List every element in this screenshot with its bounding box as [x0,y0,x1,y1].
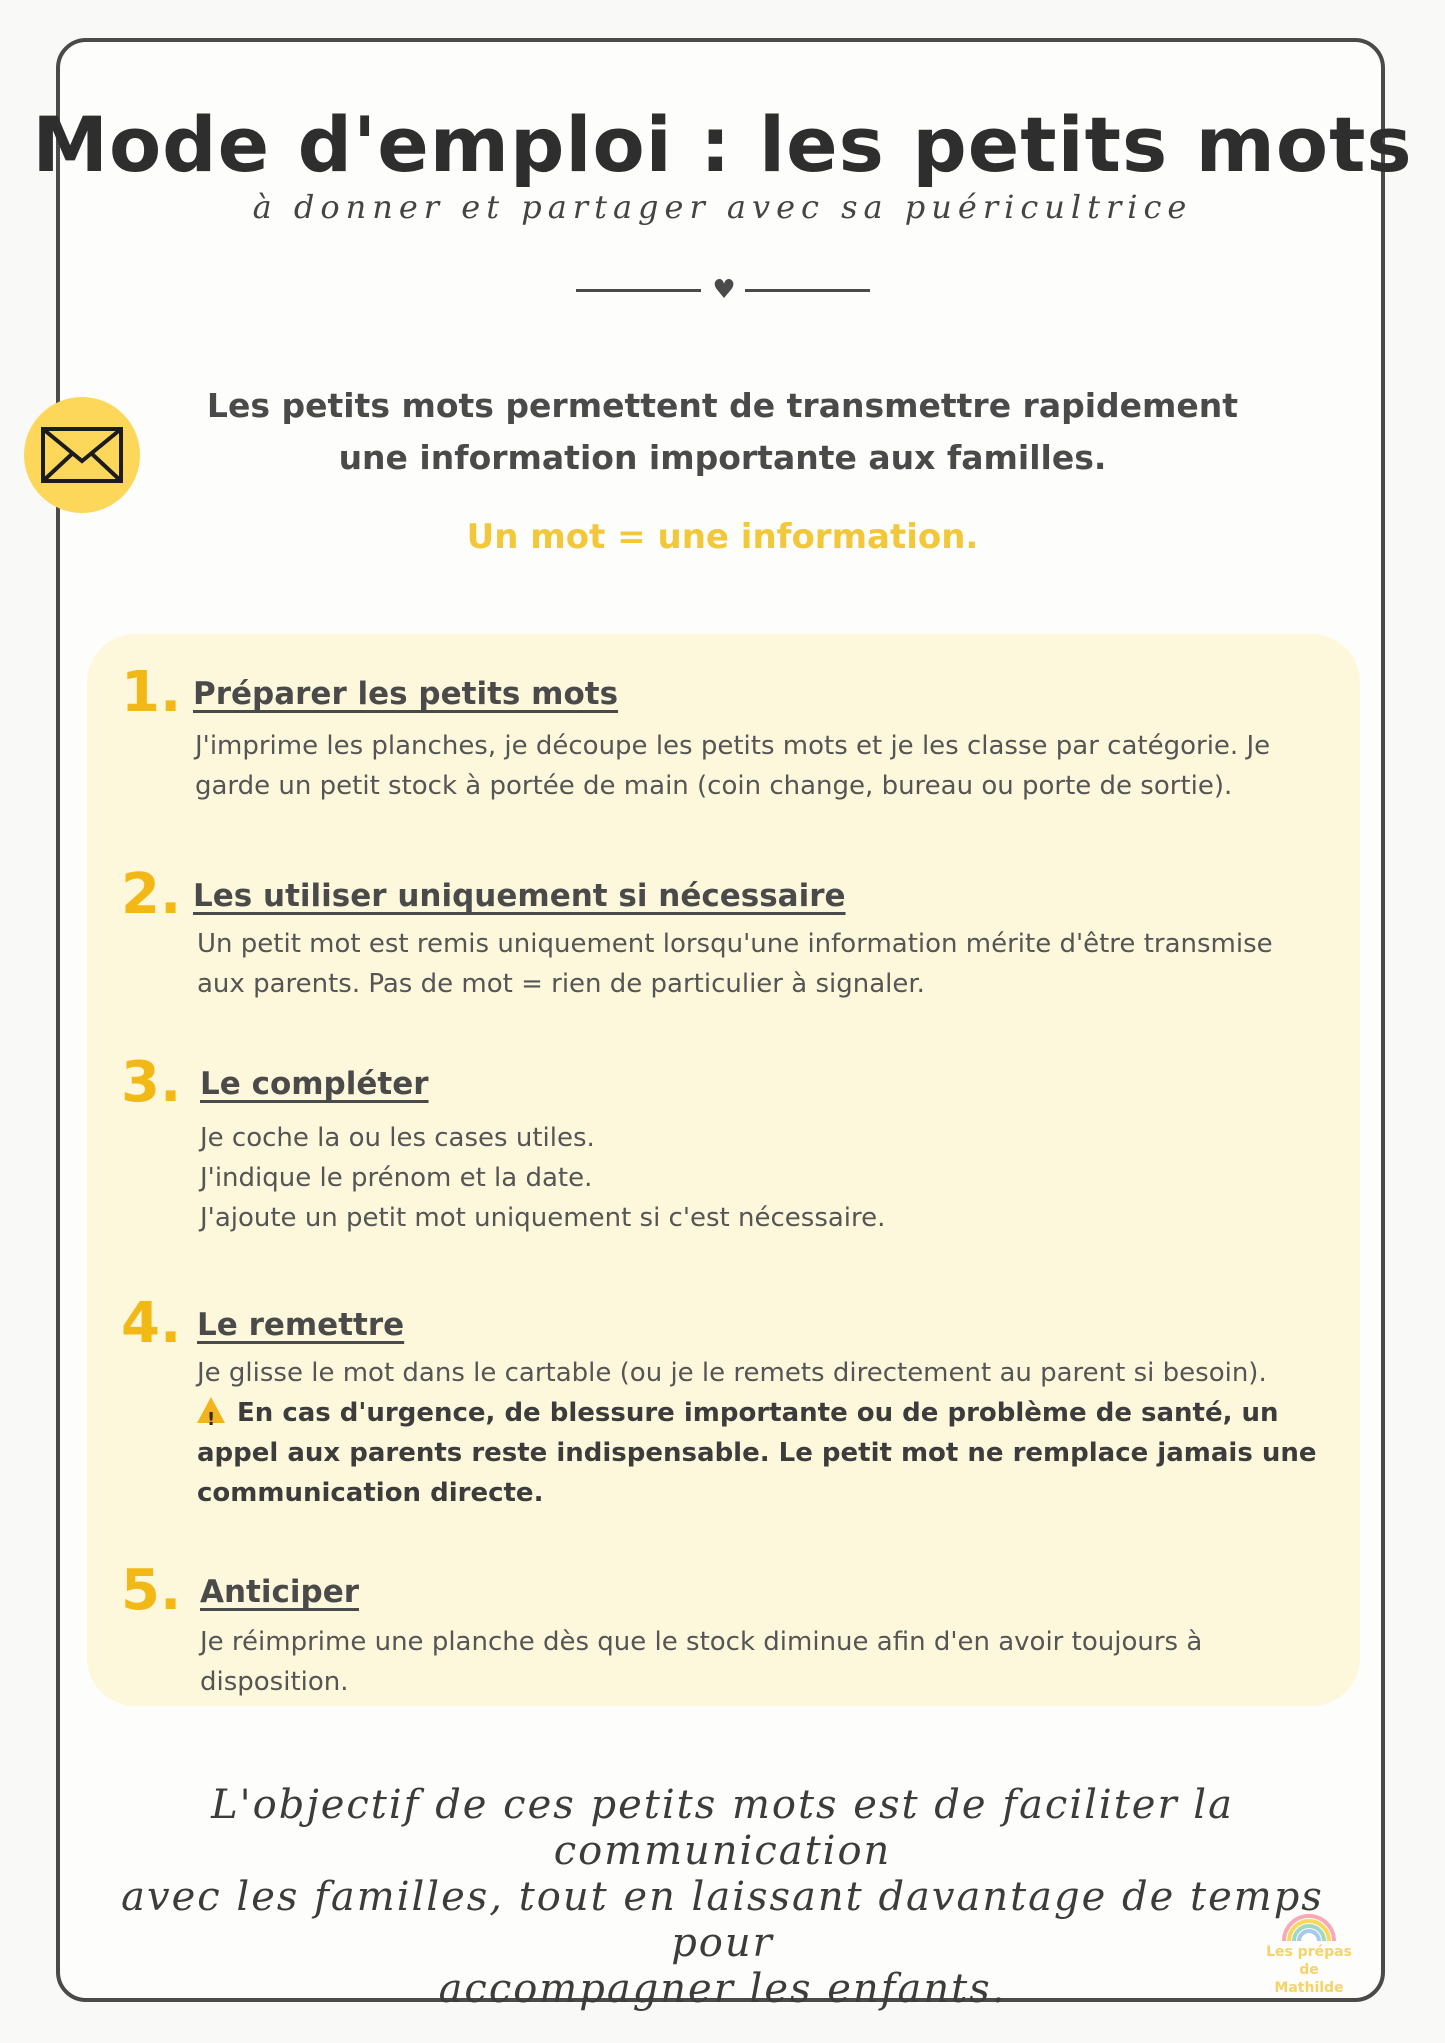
logo-text [1254,1943,1364,1997]
step-line: Je réimprime une planche dès que le stock diminue afin d'en avoir toujours à [200,1627,1203,1657]
step-number: 2. [121,862,182,927]
step-line: J'indique le prénom et la date. [200,1163,593,1193]
warning-line: appel aux parents reste indispensable. Le petit mot ne remplace jamais une [197,1438,1317,1468]
step-title: Le compléter [200,1066,429,1102]
intro-line: une information importante aux familles. [338,438,1107,477]
step-line: Un petit mot est remis uniquement lorsqu'une information mérite d'être transmise [197,929,1273,959]
closing-line: L'objectif de ces petits mots est de faciliter la communication [211,1782,1234,1874]
step-title: Préparer les petits mots [193,676,619,712]
heart-icon: ♥ [712,275,736,305]
steps-panel [87,634,1360,1706]
step-body [197,1353,1322,1513]
closing-line: accompagner les enfants. [438,1966,1007,2012]
step-line: aux parents. Pas de mot = rien de particulier à signaler. [197,969,925,999]
envelope-badge [24,397,140,513]
step-number: 5. [121,1558,182,1623]
step-title: Les utiliser uniquement si nécessaire [193,878,846,914]
motto: Un mot = une information. [466,517,979,557]
step-line: J'imprime les planches, je découpe les petits mots et je les classe par catégorie. Je [195,731,1271,761]
divider-line-left [576,289,701,292]
envelope-icon [41,427,123,483]
closing-text [110,1782,1335,2012]
page-subtitle: à donner et partager avec sa puéricultrice [252,188,1193,226]
step-body [200,1118,1325,1238]
step-number: 4. [121,1291,182,1356]
step-line: Je coche la ou les cases utiles. [200,1123,595,1153]
logo-line: Mathilde [1274,1980,1344,1996]
brand-logo [1254,1905,1364,1996]
step-number: 3. [121,1050,182,1115]
closing-line: avec les familles, tout en laissant davantage de temps pour [121,1874,1324,1966]
step-line: garde un petit stock à portée de main (coin change, bureau ou porte de sortie). [195,771,1233,801]
logo-line: Les prépas de [1266,1944,1352,1978]
page-title: Mode d'emploi : les petits mots [32,100,1413,189]
warning-icon [197,1397,225,1423]
warning-text: En cas d'urgence, de blessure importante ou de problème de santé, un [237,1398,1279,1428]
step-line: disposition. [200,1667,349,1697]
step-body [200,1622,1325,1702]
step-line: Je glisse le mot dans le cartable (ou je le remets directement au parent si besoin). [197,1358,1267,1388]
rainbow-icon [1254,1905,1364,1945]
step-body [197,924,1322,1004]
divider-line-right [745,289,870,292]
step-body [195,726,1320,806]
intro-line: Les petits mots permettent de transmettre rapidement [206,386,1239,425]
warning-line: communication directe. [197,1478,544,1508]
warning-line [197,1393,1322,1433]
step-title: Anticiper [200,1574,360,1610]
step-title: Le remettre [197,1307,405,1343]
title-divider [576,275,870,305]
step-line: J'ajoute un petit mot uniquement si c'est nécessaire. [200,1203,886,1233]
intro-text [180,380,1265,484]
step-number: 1. [121,660,182,725]
